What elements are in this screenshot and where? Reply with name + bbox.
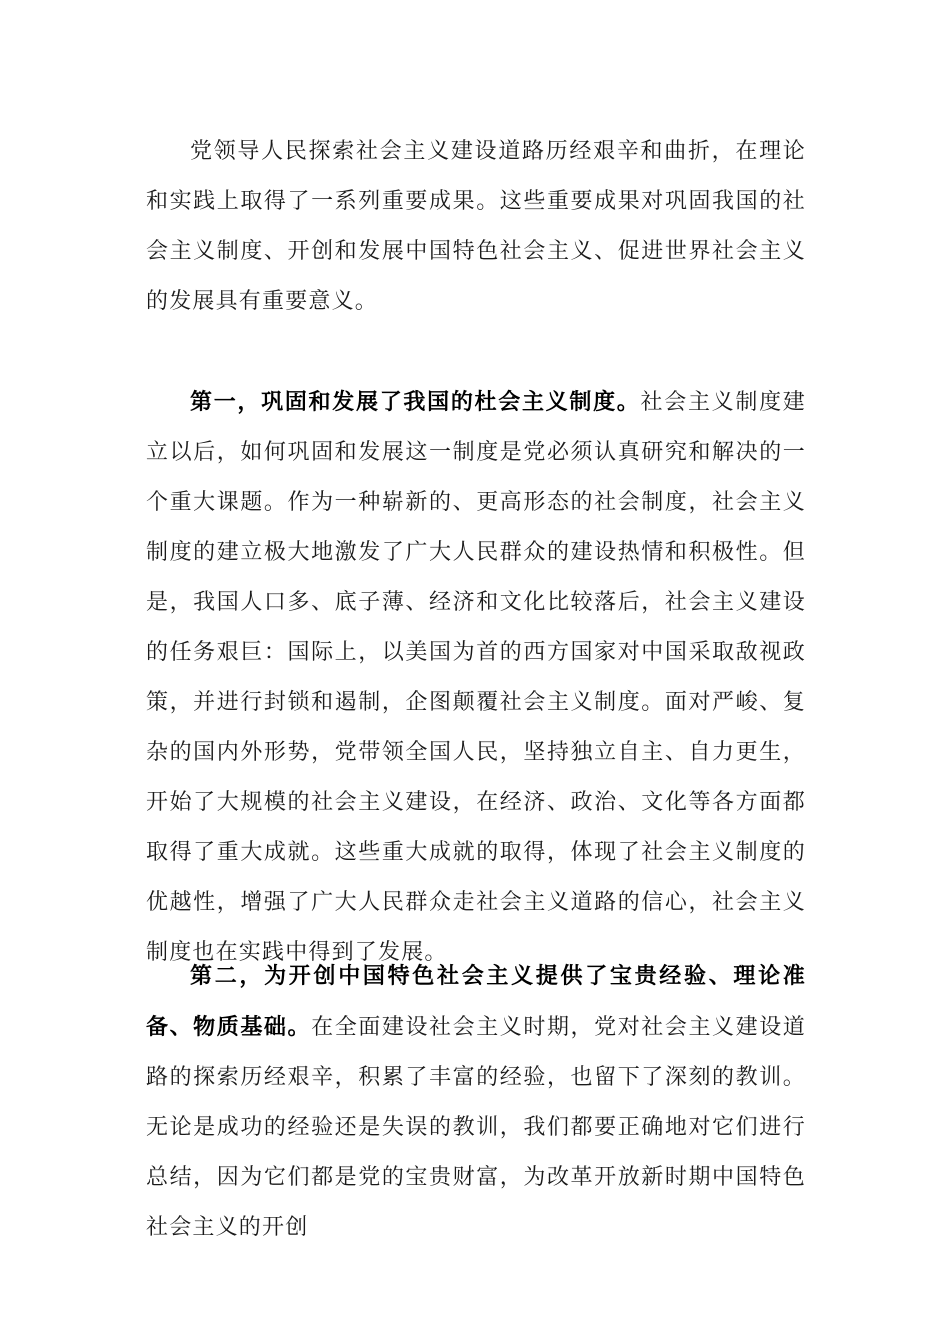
paragraph-first-text: 社会主义制度建立以后，如何巩固和发展这一制度是党必须认真研究和解决的一个重大课题。作为一种崭新的、更高形态的社会制度，社会主义制度的建立极大地激发了广大人民群众的建设热情和积极性。但是，我国人口多、底子薄、经济和文化比较落后，社会主义建设的任务艰巨：国际上，以美国为首的西方国家对中国采取敌视政策，并进行封锁和遏制，企图颠覆社会主义制度。面对严峻、复杂的国内外形势，党带领全国人民，坚持独立自主、自力更生，开始了大规模的社会主义建设，在经济、政治、文化等各方面都取得了重大成就。这些重大成就的取得，体现了社会主义制度的优越性，增强了广大人民群众走社会主义道路的信心，社会主义制度也在实践中得到了发展。: [146, 390, 806, 965]
paragraph-first: [146, 377, 806, 978]
paragraph-intro-text: 党领导人民探索社会主义建设道路历经艰辛和曲折，在理论和实践上取得了一系列重要成果。这些重要成果对巩固我国的社会主义制度、开创和发展中国特色社会主义、促进世界社会主义的发展具有重要意义。: [146, 139, 806, 314]
paragraph-first-heading: 第一，巩固和发展了我国的杜会主义制度。: [190, 389, 641, 415]
paragraph-second: [146, 951, 806, 1253]
paragraph-intro: [146, 127, 806, 327]
paragraph-second-heading: 第二，为开创中国特色社会主义提供了宝贵经验、理论准备、物质基础。: [146, 963, 806, 1040]
paragraph-second-text: 在全面建设社会主义时期，党对社会主义建设道路的探索历经艰辛，积累了丰富的经验，也留下了深刻的教训。无论是成功的经验还是失误的教训，我们都要正确地对它们进行总结，因为它们都是党的宝贵财富，为改革开放新时期中国特色社会主义的开创: [146, 1015, 807, 1240]
